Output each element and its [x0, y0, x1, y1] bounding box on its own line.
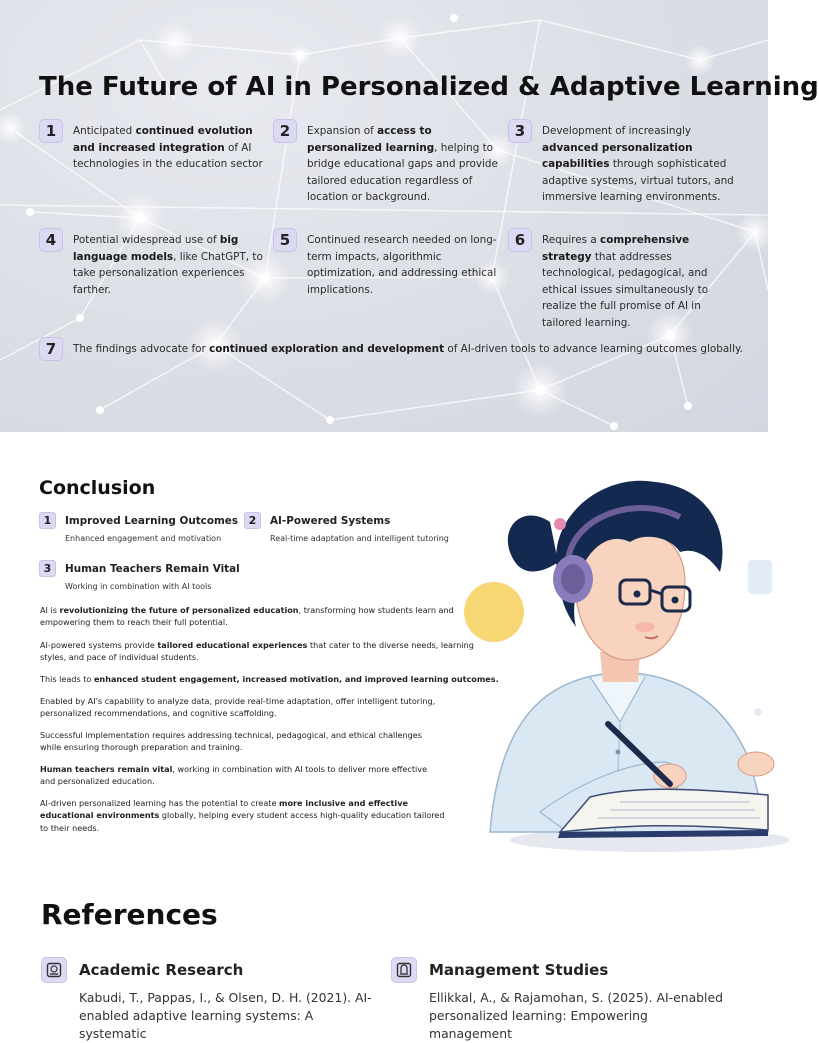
academic-icon: [41, 957, 67, 983]
number-badge: 2: [273, 119, 297, 143]
conclusion-card-title: Improved Learning Outcomes: [65, 515, 239, 527]
number-badge: 1: [39, 119, 63, 143]
references-title: References: [41, 898, 218, 931]
student-illustration: [480, 462, 768, 862]
conclusion-card-desc: Real-time adaptation and intelligent tutoring: [270, 534, 449, 543]
number-badge: 1: [39, 512, 56, 529]
conclusion-card-desc: Enhanced engagement and motivation: [65, 534, 222, 543]
future-item-text: Potential widespread use of big language models, like ChatGPT, to take personalization experiences farther.: [73, 234, 263, 296]
future-section: [0, 0, 819, 432]
conclusion-paragraph: Human teachers remain vital, working in combination with AI tools to deliver more effective and personalized education.: [40, 764, 428, 787]
future-item: [39, 228, 265, 298]
number-badge: 3: [508, 119, 532, 143]
future-item: [273, 228, 501, 298]
number-badge: 6: [508, 228, 532, 252]
future-item-text: Development of increasingly advanced personalization capabilities through sophisticated adaptive systems, virtual tutors, and immersive learning environments.: [542, 125, 734, 204]
future-item-text: The findings advocate for continued exploration and development of AI-driven tools to advance learning outcomes globally.: [73, 343, 743, 355]
future-item: [508, 119, 736, 206]
conclusion-card-title: Human Teachers Remain Vital: [65, 563, 240, 575]
future-item-text: Requires a comprehensive strategy that addresses technological, pedagogical, and ethical issues simultaneously to realize the full promise of AI in tailored learning.: [542, 234, 709, 329]
conclusion-paragraph: This leads to enhanced student engagement, increased motivation, and improved learning outcomes.: [40, 674, 499, 684]
future-item: [39, 337, 759, 361]
future-item-text: Continued research needed on long-term impacts, algorithmic optimization, and addressing ethical implications.: [307, 234, 497, 296]
conclusion-paragraph: AI-driven personalized learning has the potential to create more inclusive and effective educational environments globally, helping every student access high-quality education tailored to their needs.: [40, 798, 445, 833]
conclusion-card-desc: Working in combination with AI tools: [65, 582, 212, 591]
future-item: [39, 119, 265, 173]
conclusion-paragraph: AI-powered systems provide tailored educational experiences that cater to the diverse needs, learning styles, and pace of individual students.: [40, 640, 474, 663]
reference-text: Ellikkal, A., & Rajamohan, S. (2025). AI-enabled personalized learning: Empowering management: [429, 990, 723, 1041]
conclusion-paragraph: AI is revolutionizing the future of personalized education, transforming how students learn and empowering them to reach their full potential.: [40, 605, 454, 628]
conclusion-card-title: AI-Powered Systems: [270, 515, 391, 527]
conclusion-card: [39, 560, 240, 591]
conclusion-paragraph: Successful implementation requires addressing technical, pedagogical, and ethical challenges while ensuring thorough preparation and training.: [40, 730, 422, 753]
conclusion-paragraph: Enabled by AI's capability to analyze data, provide real-time adaptation, offer intelligent tutoring, personalized recommendations, and cognitive scaffolding.: [40, 696, 436, 719]
future-item: [508, 228, 736, 332]
future-title: The Future of AI in Personalized & Adaptive Learning: [39, 72, 819, 102]
network-background: [0, 0, 768, 432]
future-item-text: Expansion of access to personalized learning, helping to bridge educational gaps and provide tailored education regardless of location or background.: [307, 125, 498, 204]
number-badge: 5: [273, 228, 297, 252]
conclusion-title: Conclusion: [39, 477, 156, 499]
reference-text: Kabudi, T., Pappas, I., & Olsen, D. H. (2021). AI-enabled adaptive learning systems: A systematic: [79, 990, 372, 1041]
conclusion-card: [39, 512, 238, 543]
reference-heading: Academic Research: [79, 961, 244, 979]
management-icon: [391, 957, 417, 983]
reference-heading: Management Studies: [429, 961, 609, 979]
future-item: [273, 119, 501, 206]
number-badge: 4: [39, 228, 63, 252]
future-item-text: Anticipated continued evolution and increased integration of AI technologies in the education sector: [73, 125, 263, 171]
number-badge: 2: [244, 512, 261, 529]
number-badge: 7: [39, 337, 63, 361]
number-badge: 3: [39, 560, 56, 577]
conclusion-card: [244, 512, 449, 543]
